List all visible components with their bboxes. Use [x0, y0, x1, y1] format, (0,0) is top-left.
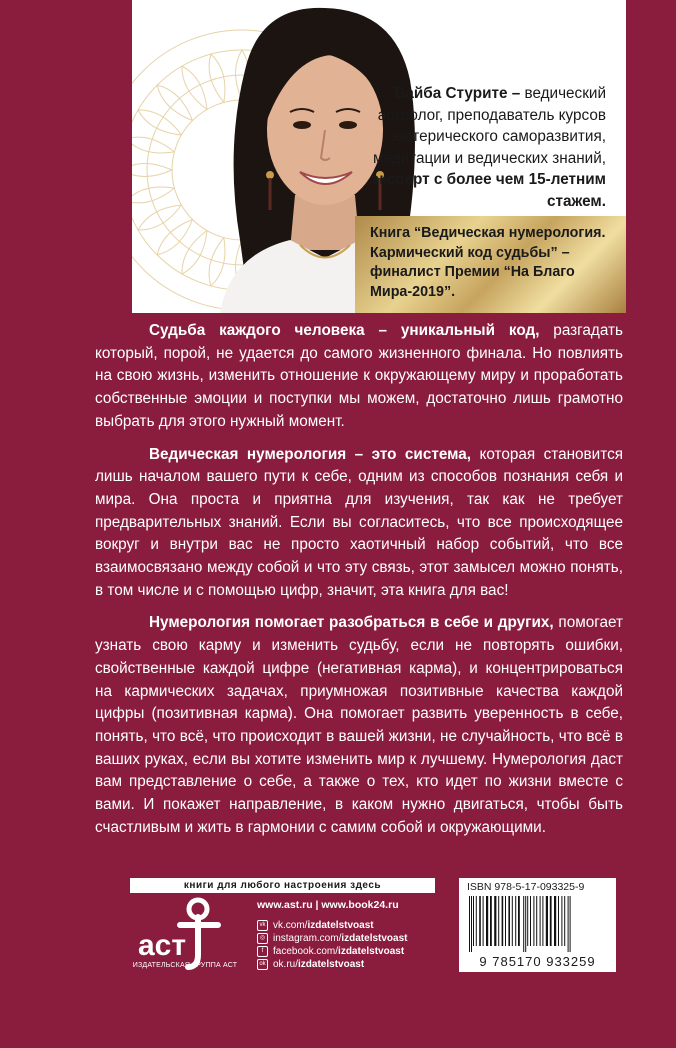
social-link-facebook[interactable] — [257, 945, 437, 958]
publisher-links — [257, 899, 437, 971]
barcode-block — [459, 878, 616, 972]
award-box — [355, 216, 626, 313]
social-prefix: vk.com/ — [273, 920, 308, 931]
paragraph-lead: Судьба каждого человека – уникальный код, — [149, 322, 540, 339]
author-name: Байба Стурите – — [394, 85, 521, 102]
logo-caption: ИЗДАТЕЛЬСКАЯ ГРУППА АСТ — [132, 962, 238, 969]
paragraph-1 — [95, 320, 623, 434]
annotation-text — [95, 320, 623, 849]
paragraph-3 — [95, 612, 623, 839]
social-handle: izdatelstvoast — [338, 946, 405, 957]
social-handle: izdatelstvoast — [307, 920, 374, 931]
vk-icon: vk — [257, 920, 268, 931]
publisher-slogan: книги для любого настроения здесь — [130, 878, 435, 893]
author-expertise: эксперт с более чем 15-летним стажем. — [370, 171, 606, 210]
social-prefix: facebook.com/ — [273, 946, 339, 957]
paragraph-body: которая становится лишь началом вашего пути к себе, одним из способов познания себя и мира. Она проста и приятна для изучения, так как не требует предварительных знаний. Если вы согласитесь, что все происходящее вокруг и внутри вас не просто хаотичный набор событий, что все взаимосвязано между собой и что эту связь, этот замысел можно понять, в том числе и с помощью цифр, значит, эта книга для вас! — [95, 445, 623, 599]
instagram-icon: ◎ — [257, 933, 268, 944]
facebook-icon: f — [257, 946, 268, 957]
publisher-sites[interactable]: www.ast.ru | www.book24.ru — [257, 899, 399, 911]
author-description: ведический астролог, преподаватель курсов эзотерического саморазвития, медитации и ведических знаний, — [372, 85, 606, 167]
barcode — [467, 896, 608, 952]
social-link-instagram[interactable] — [257, 932, 437, 945]
paragraph-2 — [95, 444, 623, 603]
logo-text: аст — [138, 929, 187, 962]
author-bio — [370, 83, 606, 212]
ok-icon: ok — [257, 959, 268, 970]
paragraph-lead: Нумерология помогает разобраться в себе и других, — [149, 614, 554, 632]
social-link-vk[interactable] — [257, 919, 437, 932]
social-link-ok[interactable] — [257, 958, 437, 971]
award-text: Книга “Ведическая нумерология. Кармический код судьбы” – финалист Премии “На Благо Мира-2019”. — [370, 225, 606, 300]
social-prefix: instagram.com/ — [273, 933, 342, 944]
barcode-number: 9 785170 933259 — [479, 954, 596, 969]
author-panel — [132, 0, 626, 313]
isbn-label: ISBN 978-5-17-093325-9 — [467, 881, 585, 893]
paragraph-body: помогает узнать свою карму и изменить судьбу, если не повторять ошибки, свойственные каждой цифре (негативная карма), и концентрироваться на кармических задачах, приумножая позитивные качества каждой цифры (позитивная карма). Она помогает развить уверенность в себе, понять, что всё, что происходит в вашей жизни, не случайность, что всё в ваших руках, если вы хотите изменить мир к лучшему. Нумерология даст вам представление о себе, а также о тех, кто идет по жизни вместе с вами. И покажет направление, в каком нужно двигаться, чтобы быть счастливым и жить в гармонии с самим собой и окружающими. — [95, 614, 623, 836]
social-handle: izdatelstvoast — [341, 933, 408, 944]
paragraph-body: разгадать который, порой, не удается до самого жизненного финала. Но повлиять на свою жизнь, изменить отношение к окружающему миру и проработать собственные эмоции и поступки мы можем, достаточно лишь грамотно выбрать для этого нужный момент. — [95, 322, 623, 430]
paragraph-lead: Ведическая нумерология – это система, — [149, 445, 472, 463]
social-prefix: ok.ru/ — [273, 959, 299, 970]
social-handle: izdatelstvoast — [298, 959, 365, 970]
